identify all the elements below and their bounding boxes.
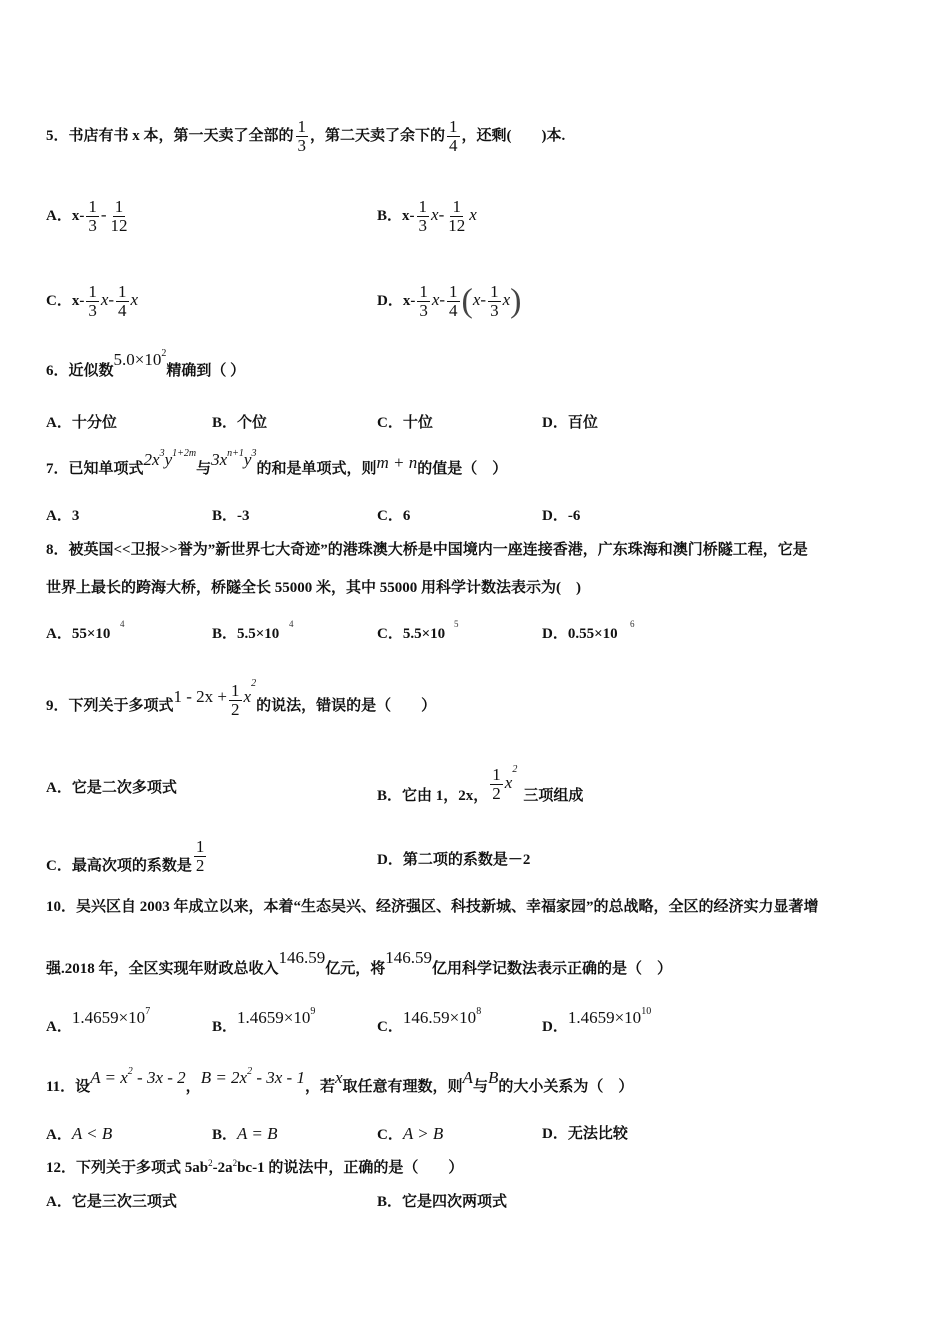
q7-m-plus-n: m + n [376,453,418,472]
q12-sup-2: 2 [232,1158,238,1168]
q6-mantissa: 5.0×10 [113,350,162,369]
var-x: x [431,204,439,224]
q7-option-a[interactable]: A．3 [46,508,80,524]
q5-c-frac1 [86,283,99,320]
var-x: x [472,289,481,309]
exp: 7 [145,1006,151,1017]
q5-b-frac2 [446,198,467,235]
q10-c-label: C． [377,1019,403,1035]
q10-d-label: D． [542,1019,568,1035]
q10-option-c[interactable] [377,1006,482,1037]
mantissa: 1.4659×10 [71,1008,146,1027]
num: 1 [418,197,428,216]
minus: - [108,289,115,309]
num: 1 [231,681,240,700]
den: 4 [449,301,458,320]
q9-b-frac [490,766,503,803]
q10-line-1: 10．吴兴区自 2003 年成立以来，本着“生态吴兴、经济强区、科技新城、幸福家园”的总战略，全区的经济实力显著增 [46,899,819,915]
q11-c-value: A > B [402,1124,444,1143]
q9-b-text-2: 三项组成 [523,787,584,804]
q5-option-a[interactable] [46,198,132,235]
q11-text-1: 11．设 [46,1079,91,1095]
q7-option-c[interactable]: C．6 [377,508,411,524]
var-x: x [431,289,440,309]
minus: - [100,204,107,224]
q6-text-2: 精确到（ ） [166,363,246,379]
num: 1 [490,282,499,301]
q5-c-label: C．x- [46,292,85,309]
q11-stem [46,1066,634,1097]
q9-option-c[interactable] [46,838,208,875]
exp: 1+2m [172,448,197,459]
q9-c-text: C．最高次项的系数是 [46,857,192,874]
expr: - 3x - 1 [252,1068,305,1087]
exp: 2 [512,764,518,775]
q9-c-frac [194,838,207,875]
term: y [243,450,252,469]
den: 12 [110,216,128,235]
minus: - [438,204,445,224]
q7-text-2: 的和是单项式，则 [256,461,377,477]
q5-d-frac3 [488,283,501,320]
q5-f1-den: 3 [297,136,307,155]
expr: B = 2x [200,1068,248,1087]
q10-value-2: 146.59 [385,948,433,967]
exp: 2 [247,1066,253,1077]
q10-option-b[interactable] [212,1006,316,1037]
q9-frac [229,682,242,719]
q7-text-1: 7．已知单项式 [46,461,144,477]
q8-c-text: C．5.5×10 [377,626,446,642]
q11-comma: ， [185,1079,201,1095]
exp: 9 [310,1006,316,1017]
q8-a-exp: 4 [120,619,125,629]
exp: 2 [127,1066,133,1077]
expr: 1 - 2x + [173,686,228,706]
q11-text-2: ，若 [304,1079,335,1095]
exp: 10 [641,1006,652,1017]
q11-var-x: x [334,1068,343,1087]
den: 2 [231,700,240,719]
q11-var-a: A [462,1068,473,1087]
q8-option-a[interactable] [46,619,125,644]
num: 1 [452,197,461,216]
q12-stem [46,1158,463,1178]
q7-option-b[interactable]: B．-3 [212,508,250,524]
q11-option-c[interactable] [377,1124,443,1145]
q5-b-frac1 [417,198,430,235]
q5-d-label: D．x- [377,292,416,309]
q8-c-exp: 5 [454,619,459,629]
q11-b-label: B． [212,1127,238,1143]
exp: 3 [251,448,257,459]
q10-b-label: B． [212,1019,238,1035]
den: 2 [195,856,205,875]
term: 3x [211,450,228,469]
q8-b-exp: 4 [289,619,294,629]
mantissa: 146.59×10 [402,1008,477,1027]
q9-x2 [243,678,257,706]
q5-f1-num: 1 [297,117,307,136]
exp: n+1 [227,448,244,459]
q5-b-label: B．x- [377,207,415,224]
q5-option-c[interactable] [46,283,138,320]
q7-and: 与 [196,461,212,477]
q8-d-text: D．0.55×10 [542,626,618,642]
num: 1 [88,282,97,301]
q7-stem [46,448,508,479]
q8-b-text: B．5.5×10 [212,626,280,642]
q10-c-value [403,1008,481,1027]
den: 3 [419,301,428,320]
q5-fraction-2 [447,118,460,155]
q11-option-d[interactable]: D．无法比较 [542,1126,628,1142]
num: 1 [449,282,458,301]
q5-option-d[interactable] [377,283,521,320]
q6-exponent: 2 [161,348,167,359]
q5-f2-num: 1 [449,117,458,136]
q11-a-value: A < B [71,1124,113,1143]
var-x: x [130,289,139,309]
q11-c-label: C． [377,1127,403,1143]
q5-option-b[interactable] [377,198,477,235]
num: 1 [118,282,127,301]
exp: 8 [476,1006,482,1017]
q10-d-value [568,1008,651,1027]
right-paren: ) [510,282,522,320]
term: 2x [143,450,160,469]
q10-option-a[interactable] [46,1006,151,1037]
den: 12 [448,216,466,235]
var-x: x [504,772,513,792]
q9-stem [46,678,437,725]
q5-f2-den: 4 [449,136,458,155]
q6-option-a[interactable]: A．十分位 [46,415,117,431]
mantissa: 1.4659×10 [567,1008,642,1027]
den: 4 [118,301,127,320]
exp: 3 [159,448,165,459]
q7-option-d[interactable]: D．-6 [542,508,581,524]
var-x: x [502,289,511,309]
num: 1 [492,765,501,784]
minus: - [439,289,446,309]
q9-option-d[interactable]: D．第二项的系数是－2 [377,852,531,868]
q12-sup-1: 2 [208,1158,213,1168]
q5-text-1: 5．书店有书 x 本，第一天卖了全部的 [46,127,294,144]
q6-text-1: 6．近似数 [46,363,114,379]
var-x: x [469,204,477,224]
minus: - [480,289,487,309]
q11-var-b: B [487,1068,499,1087]
q8-d-exp: 6 [630,619,635,629]
q8-option-d[interactable] [542,619,635,644]
q12-option-a[interactable]: A．它是三次三项式 [46,1194,177,1210]
q11-expr-a [90,1068,185,1087]
q10-value-1: 146.59 [278,948,326,967]
den: 3 [88,301,97,320]
q9-text-2: 的说法，错误的是（ ） [256,697,437,714]
q5-text-3: ，还剩( )本. [461,127,566,144]
q11-text-4: 的大小关系为（ ） [498,1079,634,1095]
var-x: x [100,289,109,309]
q7-text-3: 的值是（ ） [417,461,508,477]
num: 1 [195,837,205,856]
q10-text-2: 亿元，将 [325,961,386,977]
q8-line-2: 世界上最长的跨海大桥，桥隧全长 55000 米，其中 55000 用科学计数法表示为( ) [46,580,581,596]
q9-b-text-1: B．它由 1，2x， [377,787,489,804]
num: 1 [114,197,124,216]
q10-line-2 [46,948,673,979]
q5-d-frac1 [417,283,430,320]
var-x: x [243,686,252,706]
q10-text-1: 强.2018 年，全区实现年财政总收入 [46,961,279,977]
q9-b-x2 [504,764,518,792]
den: 2 [492,784,501,803]
q7-monomial-1 [144,450,197,469]
q6-option-b[interactable]: B．个位 [212,415,268,431]
q5-a-label: A．x- [46,207,85,224]
q8-line-1: 8．被英国<<卫报>>誉为”新世界七大奇迹”的港珠澳大桥是中国境内一座连接香港，广东珠海和澳门桥隧工程，它是 [46,542,808,558]
q5-fraction-1 [296,118,309,155]
q11-option-b[interactable] [212,1124,277,1145]
q9-text-1: 9．下列关于多项式 [46,697,174,714]
expr: - 3x - 2 [132,1068,186,1087]
den: 3 [418,216,428,235]
q11-and: 与 [472,1079,488,1095]
q11-a-label: A． [46,1127,72,1143]
q10-text-3: 亿用科学记数法表示正确的是（ ） [432,961,673,977]
q6-number [114,350,167,369]
mantissa: 1.4659×10 [237,1008,311,1027]
q5-a-frac1 [86,198,99,235]
q12-option-b[interactable]: B．它是四次两项式 [377,1194,508,1210]
q12-text-1: 12．下列关于多项式 5ab [46,1160,209,1176]
q8-option-b[interactable] [212,619,294,644]
q9-option-a[interactable]: A．它是二次多项式 [46,780,177,796]
q12-text-2: -2a [212,1160,233,1176]
q6-option-c[interactable]: C．十位 [377,415,433,431]
q12-text-3: bc-1 的说法中，正确的是（ ） [237,1160,464,1176]
q9-option-b[interactable] [377,766,583,803]
num: 1 [419,282,428,301]
exp: 2 [251,678,257,689]
q5-d-frac2 [447,283,460,320]
q11-option-a[interactable] [46,1124,112,1145]
q6-option-d[interactable]: D．百位 [542,415,598,431]
left-paren: ( [461,282,473,320]
q11-b-value: A = B [237,1124,278,1143]
q10-b-value [237,1008,315,1027]
q10-a-label: A． [46,1019,72,1035]
q10-a-value [72,1008,150,1027]
den: 3 [490,301,499,320]
term: y [164,450,173,469]
q10-option-d[interactable] [542,1006,652,1037]
q5-c-frac2 [116,283,129,320]
num: 1 [88,197,97,216]
q9-polynomial [174,687,228,706]
q11-expr-b [201,1068,305,1087]
q7-monomial-2 [211,450,256,469]
expr: A = x [90,1068,128,1087]
q5-stem [46,118,565,155]
q8-a-text: A．55×10 [46,626,111,642]
q8-option-c[interactable] [377,619,459,644]
den: 3 [88,216,97,235]
q5-a-frac2 [109,198,130,235]
q11-text-3: 取任意有理数，则 [342,1079,463,1095]
q5-text-2: ，第二天卖了余下的 [310,127,446,144]
